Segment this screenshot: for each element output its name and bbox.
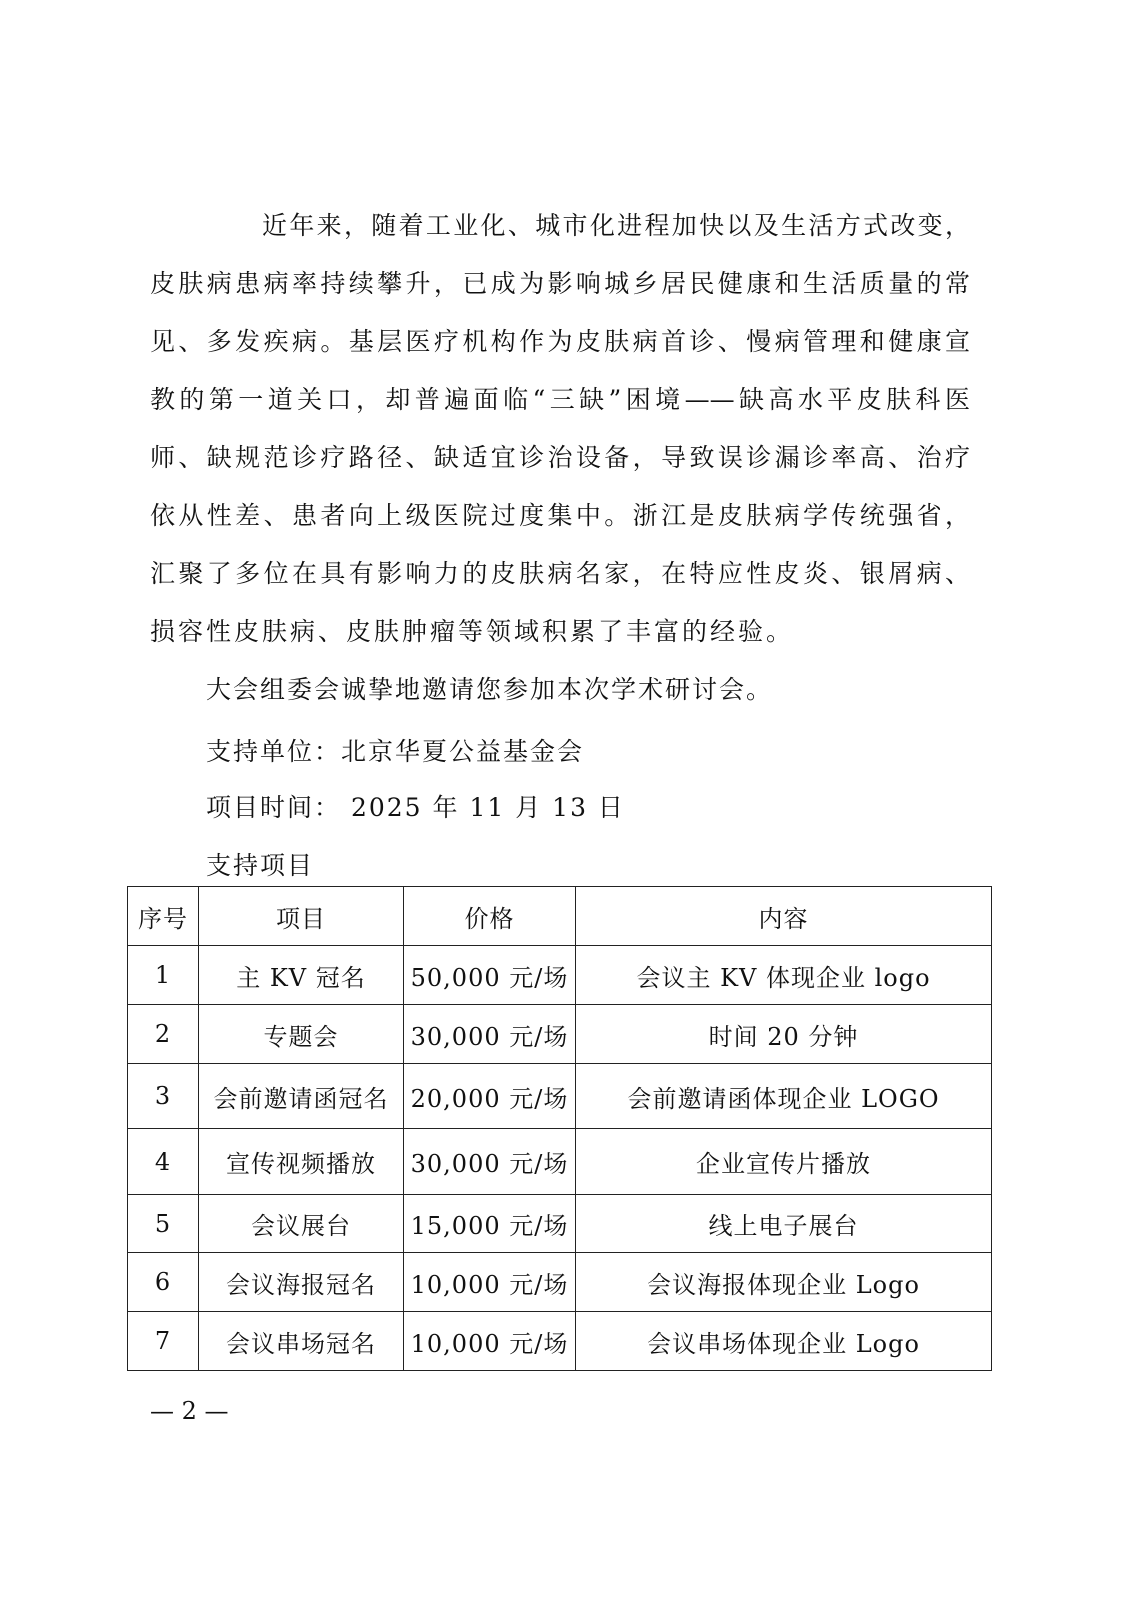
table-header-row [128,887,992,946]
cell: 宣传视频播放 [199,1129,404,1195]
cell: 会议海报体现企业 Logo [576,1253,992,1312]
support-unit: 支持单位：北京华夏公益基金会 [206,737,585,766]
table-row [128,1253,992,1312]
cell: 4 [128,1129,199,1195]
table-row [128,1129,992,1195]
paragraph-line: 近年来，随着工业化、城市化进程加快以及生活方式改变， [262,211,970,240]
paragraph-line: 教的第一道关口，却普遍面临“三缺”困境——缺高水平皮肤科医 [150,385,970,414]
table-row [128,946,992,1005]
paragraph-line: 见、多发疾病。基层医疗机构作为皮肤病首诊、慢病管理和健康宣 [150,327,970,356]
table-title: 支持项目 [206,851,315,880]
cell: 时间 20 分钟 [576,1005,992,1064]
cell: 7 [128,1312,199,1371]
cell: 50,000 元/场 [404,946,576,1005]
header-cell: 项目 [199,887,404,946]
cell: 企业宣传片播放 [576,1129,992,1195]
page-number: — 2 — [150,1397,229,1425]
header-cell: 价格 [404,887,576,946]
table-row [128,1064,992,1129]
table-row [128,1312,992,1371]
cell: 2 [128,1005,199,1064]
cell: 会议串场体现企业 Logo [576,1312,992,1371]
cell: 会前邀请函冠名 [199,1064,404,1129]
invitation-text: 大会组委会诚挚地邀请您参加本次学术研讨会。 [206,675,774,704]
cell: 会议展台 [199,1195,404,1253]
paragraph-line: 皮肤病患病率持续攀升，已成为影响城乡居民健康和生活质量的常 [150,269,970,298]
cell: 5 [128,1195,199,1253]
cell: 30,000 元/场 [404,1005,576,1064]
cell: 15,000 元/场 [404,1195,576,1253]
cell: 1 [128,946,199,1005]
cell: 6 [128,1253,199,1312]
table-row [128,1005,992,1064]
paragraph-line: 依从性差、患者向上级医院过度集中。浙江是皮肤病学传统强省， [150,501,970,530]
cell: 主 KV 冠名 [199,946,404,1005]
cell: 会前邀请函体现企业 LOGO [576,1064,992,1129]
cell: 会议主 KV 体现企业 logo [576,946,992,1005]
support-items-table [127,886,992,1371]
cell: 专题会 [199,1005,404,1064]
paragraph-line: 损容性皮肤病、皮肤肿瘤等领域积累了丰富的经验。 [150,617,795,646]
cell: 20,000 元/场 [404,1064,576,1129]
cell: 会议串场冠名 [199,1312,404,1371]
cell: 10,000 元/场 [404,1312,576,1371]
project-time: 项目时间： 2025 年 11 月 13 日 [206,793,625,822]
header-cell: 序号 [128,887,199,946]
cell: 30,000 元/场 [404,1129,576,1195]
paragraph-line: 师、缺规范诊疗路径、缺适宜诊治设备，导致误诊漏诊率高、治疗 [150,443,970,472]
paragraph-line: 汇聚了多位在具有影响力的皮肤病名家，在特应性皮炎、银屑病、 [150,559,970,588]
cell: 线上电子展台 [576,1195,992,1253]
cell: 3 [128,1064,199,1129]
header-cell: 内容 [576,887,992,946]
table-row [128,1195,992,1253]
cell: 10,000 元/场 [404,1253,576,1312]
cell: 会议海报冠名 [199,1253,404,1312]
